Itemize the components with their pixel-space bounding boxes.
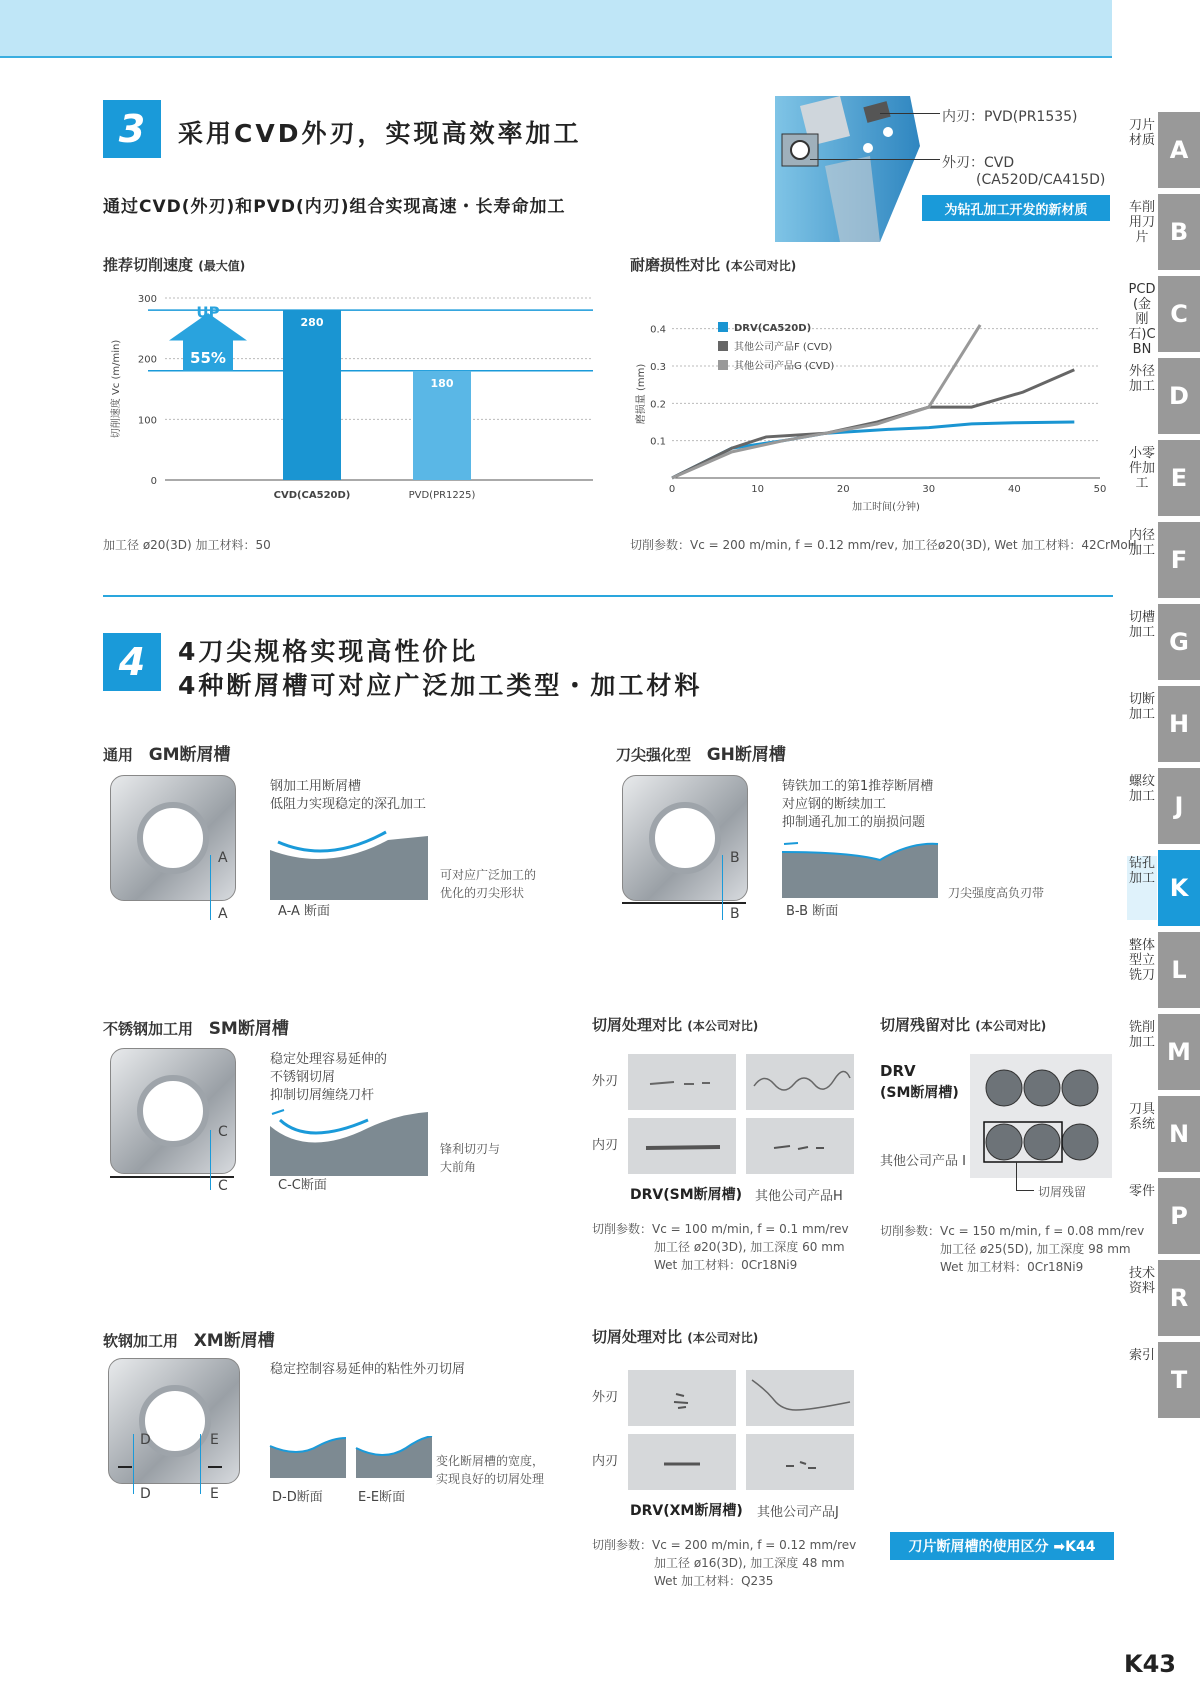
x-axis-label: 加工时间(分钟) [852,502,920,513]
section-3-subtitle: 通过CVD(外刃)和PVD(内刃)组合实现高速・长寿命加工 [103,197,566,217]
sidebar-label-h: 切断加工 [1128,692,1155,722]
outer-leader-line [810,159,940,160]
x-tick-label: 50 [1093,484,1107,495]
x-tick-label: 10 [751,484,764,495]
xm-mark-e-top: E [210,1432,219,1448]
xm-note-1: 变化断屑槽的宽度， [436,1454,545,1468]
sidebar-label-j: 螺纹加工 [1128,774,1155,804]
gh-mark-bottom: B [730,906,740,922]
sidebar-tab-a[interactable]: A [1158,112,1200,188]
speed-chart [103,280,603,510]
chip2-other-outer-photo [746,1370,854,1426]
y-tick-label: 300 [137,294,157,305]
xm-e-marker [208,1466,222,1468]
gh-insert-image [622,775,748,901]
chip2-other-inner-photo [746,1434,854,1490]
gm-section-label: A-A 断面 [278,904,331,919]
up-label: UP [196,303,220,322]
gh-heading: 刀尖强化型 GH断屑槽 [616,745,786,765]
gm-section-line [210,855,211,920]
sidebar-label-p: 零件 [1128,1184,1155,1199]
sidebar-tab-t[interactable]: T [1158,1342,1200,1418]
chip2-drv-label: DRV(XM断屑槽) [630,1503,743,1519]
inner-leader-line [880,113,940,114]
chip1-other-inner-photo [746,1118,854,1174]
sm-note-2: 大前角 [440,1160,477,1174]
chip1-inner-label: 内刃 [592,1138,619,1153]
chip1-outer-label: 外刃 [592,1074,619,1089]
sidebar-label-f: 内径加工 [1128,528,1155,558]
speed-chart-note: 加工径 ø20(3D) 加工材料：50 [103,538,271,552]
breaker-usage-link-button[interactable]: 刀片断屑槽的使用区分 ➡K44 [890,1532,1114,1560]
drill-illustration [770,86,920,242]
xm-desc: 稳定控制容易延伸的粘性外刃切屑 [270,1362,466,1377]
sidebar-tab-d[interactable]: D [1158,358,1200,434]
xm-mark-d-bottom: D [140,1486,151,1502]
gm-desc-2: 低阻力实现稳定的深孔加工 [270,797,427,812]
wear-chart [630,300,1110,522]
sidebar-tab-f[interactable]: F [1158,522,1200,598]
legend-label-1: DRV(CA520D) [734,323,812,334]
sidebar-label-e: 小零件加工 [1128,446,1155,491]
chip2-params-1: 切削参数：Vc = 200 m/min, f = 0.12 mm/rev [592,1538,857,1552]
sidebar-label-k: 钻孔加工 [1127,856,1157,920]
y-tick-label: 0 [150,476,157,487]
bar-value-label: 180 [430,376,454,390]
section-3-title: 采用CVD外刃，实现高效率加工 [178,119,582,148]
xm-d-section-line [133,1434,134,1494]
sidebar-label-g: 切槽加工 [1128,610,1155,640]
x-tick-label: 30 [922,484,936,495]
gh-section-profile [780,838,940,900]
sidebar-tab-n[interactable]: N [1158,1096,1200,1172]
gm-desc-1: 钢加工用断屑槽 [270,779,362,794]
chip1-title: 切屑处理对比 (本公司对比) [592,1016,759,1034]
chip1-params-1: 切削参数：Vc = 100 m/min, f = 0.1 mm/rev [592,1222,849,1236]
y-tick-label: 200 [137,354,157,366]
gm-section-profile [268,830,433,902]
chip2-params-3: Wet 加工材料：Q235 [654,1574,774,1588]
xm-d-section-label: D-D断面 [272,1490,323,1505]
sidebar-label-b: 车削用刀片 [1128,200,1155,245]
sm-mark-bottom: C [218,1178,228,1194]
sm-section-line [210,1130,211,1190]
chip1-params-3: Wet 加工材料：0Cr18Ni9 [654,1258,798,1272]
sidebar-tab-g[interactable]: G [1158,604,1200,680]
gm-note-2: 优化的刃尖形状 [440,886,525,900]
chip2-inner-label: 内刃 [592,1454,619,1469]
y-tick-label: 100 [137,415,157,427]
residue-params-3: Wet 加工材料：0Cr18Ni9 [940,1260,1084,1274]
sidebar-label-d: 外径加工 [1128,364,1155,394]
up-percent-label: 55% [190,348,226,367]
section-4-title-1: 4刀尖规格实现高性价比 [178,637,479,666]
sidebar-label-r: 技术资料 [1128,1266,1155,1296]
sm-note-1: 锋利切刃与 [440,1142,501,1156]
chip2-title: 切屑处理对比 (本公司对比) [592,1328,759,1346]
xm-mark-e-bottom: E [210,1486,219,1502]
chip1-drv-label: DRV(SM断屑槽) [630,1187,743,1203]
gh-note: 刀尖强度高负刃带 [948,886,1045,900]
xm-e-section-label: E-E断面 [358,1490,406,1505]
section-4-number: 4 [103,633,161,691]
sidebar-label-m: 铣削加工 [1128,1020,1155,1050]
new-material-badge: 为钻孔加工开发的新材质 [922,195,1110,221]
wear-chart-note: 切削参数：Vc = 200 m/min, f = 0.12 mm/rev, 加工径ø20(3D), Wet 加工材料：42CrMoH [630,538,1137,552]
chip2-drv-outer-photo [628,1370,736,1426]
residue-drv-label-1: DRV [880,1062,916,1080]
xm-d-profile [268,1436,348,1480]
sm-baseline [110,1176,234,1178]
y-tick-label: 0.2 [650,399,666,411]
gm-heading: 通用 GM断屑槽 [103,745,231,765]
sidebar-label-l: 整体型立铣刀 [1128,938,1155,983]
section-4-title-2: 4种断屑槽可对应广泛加工类型・加工材料 [178,671,703,700]
residue-other-label: 其他公司产品 I [880,1154,966,1169]
sm-section-label: C-C断面 [278,1178,327,1193]
gh-desc-2: 对应钢的断续加工 [782,797,887,812]
bar-1 [283,310,341,480]
outer-edge-label: 外刃：CVD [942,155,1015,171]
section-3-number: 3 [103,100,161,158]
residue-title: 切屑残留对比 (本公司对比) [880,1016,1047,1034]
chip2-outer-label: 外刃 [592,1390,619,1405]
gm-mark-bottom: A [218,906,228,922]
gh-mark-top: B [730,850,740,866]
x-tick-label: CVD(CA520D) [273,490,351,501]
sidebar-tab-c[interactable]: C [1158,276,1200,352]
x-tick-label: 40 [1008,484,1021,495]
speed-chart-title: 推荐切削速度 (最大值) [103,256,246,274]
residue-params-1: 切削参数：Vc = 150 m/min, f = 0.08 mm/rev [880,1224,1145,1238]
y-tick-label: 0.3 [650,362,666,373]
wear-chart-title: 耐磨损性对比 (本公司对比) [630,256,797,274]
chip1-other-label: 其他公司产品H [755,1189,843,1204]
section-divider [103,595,1113,597]
sidebar-tab-p[interactable]: P [1158,1178,1200,1254]
xm-note-2: 实现良好的切屑处理 [436,1472,545,1486]
legend-label-3: 其他公司产品G (CVD) [734,361,835,372]
sidebar-tab-r[interactable]: R [1158,1260,1200,1336]
residue-photo [970,1054,1112,1178]
gh-baseline [622,902,746,904]
sm-heading: 不锈钢加工用 SM断屑槽 [103,1019,289,1039]
sm-desc-3: 抑制切屑缠绕刀杆 [270,1088,375,1103]
chip2-drv-inner-photo [628,1434,736,1490]
gh-desc-1: 铸铁加工的第1推荐断屑槽 [782,779,934,794]
residue-label: 切屑残留 [1038,1185,1087,1199]
sidebar-label-t: 索引 [1128,1348,1155,1363]
sidebar-label-c: PCD(金刚石)CBN [1128,282,1156,357]
sidebar-tab-h[interactable]: H [1158,686,1200,762]
residue-leader-h [1016,1190,1034,1191]
chip1-params-2: 加工径 ø20(3D), 加工深度 60 mm [654,1240,845,1254]
gm-mark-top: A [218,850,228,866]
y-tick-label: 0.4 [650,324,666,336]
sidebar-tab-l[interactable]: L [1158,932,1200,1008]
sm-desc-2: 不锈钢切屑 [270,1070,336,1085]
outer-edge-label-2: (CA520D/CA415D) [976,172,1106,188]
gm-insert-image [110,775,236,901]
legend-swatch-2 [718,341,728,351]
sidebar-tab-b[interactable]: B [1158,194,1200,270]
gh-section-label: B-B 断面 [786,904,839,919]
sm-desc-1: 稳定处理容易延伸的 [270,1052,388,1067]
sm-insert-image [110,1048,236,1174]
xm-d-marker [118,1466,132,1468]
x-tick-label: 0 [668,484,676,495]
x-tick-label: PVD(PR1225) [408,490,476,501]
chip1-other-outer-photo [746,1054,854,1110]
sidebar-tab-e[interactable]: E [1158,440,1200,516]
gh-desc-3: 抑制通孔加工的崩损问题 [782,815,926,830]
x-tick-label: 20 [836,484,850,495]
legend-swatch-1 [718,322,728,332]
y-axis-label: 切削速度 Vc (m/min) [111,339,122,439]
chip2-params-2: 加工径 ø16(3D), 加工深度 48 mm [654,1556,845,1570]
residue-drv-label-2: (SM断屑槽) [880,1085,959,1101]
bar-value-label: 280 [300,316,324,330]
xm-mark-d-top: D [140,1432,151,1448]
chip1-drv-outer-photo [628,1054,736,1110]
xm-heading: 软钢加工用 XM断屑槽 [103,1331,275,1351]
sidebar-tab-j[interactable]: J [1158,768,1200,844]
xm-e-section-line [200,1434,201,1494]
sm-section-profile [268,1106,433,1178]
sm-mark-top: C [218,1124,228,1140]
gm-note-1: 可对应广泛加工的 [440,868,537,882]
header-band [0,0,1112,58]
residue-params-2: 加工径 ø25(5D), 加工深度 98 mm [940,1242,1131,1256]
chip2-other-label: 其他公司产品J [757,1505,839,1520]
chip1-drv-inner-photo [628,1118,736,1174]
legend-swatch-3 [718,360,728,370]
residue-leader-v [1016,1162,1017,1190]
xm-e-profile [354,1436,434,1480]
sidebar-tab-m[interactable]: M [1158,1014,1200,1090]
inner-edge-label: 内刃：PVD(PR1535) [942,109,1078,125]
legend-label-2: 其他公司产品F (CVD) [734,342,833,353]
series-line-1 [672,422,1074,478]
y-tick-label: 0.1 [650,436,666,448]
sidebar-label-a: 刀片材质 [1128,118,1155,148]
y-axis-label: 磨损量 (mm) [636,363,647,425]
sidebar-label-n: 刀具系统 [1128,1102,1155,1132]
page-number: K43 [1124,1650,1176,1678]
sidebar-tab-k[interactable]: K [1158,850,1200,926]
gh-section-line [722,855,723,920]
